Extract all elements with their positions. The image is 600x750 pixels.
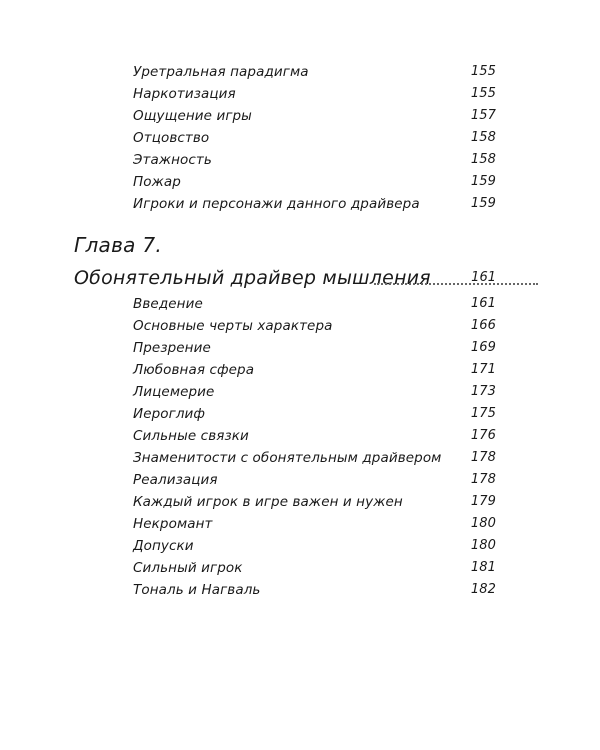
- toc-entry[interactable]: [133, 381, 496, 403]
- toc-entry[interactable]: [133, 359, 496, 381]
- toc-entry-page: 182: [470, 582, 496, 597]
- toc-entry[interactable]: [133, 127, 496, 149]
- toc-entry-page: 176: [470, 428, 496, 443]
- toc-section-chapter-7: [133, 293, 496, 601]
- toc-entry[interactable]: [133, 491, 496, 513]
- toc-entry[interactable]: [133, 171, 496, 193]
- toc-entry-title: Пожар: [133, 174, 181, 190]
- toc-entry-page: 157: [470, 108, 496, 123]
- toc-entry-page: 179: [470, 494, 496, 509]
- toc-entry-title: Отцовство: [133, 130, 210, 146]
- toc-entry[interactable]: [133, 579, 496, 601]
- toc-entry-title: Допуски: [133, 538, 194, 554]
- toc-entry[interactable]: [133, 403, 496, 425]
- toc-entry-page: 169: [470, 340, 496, 355]
- toc-entry-title: Введение: [133, 296, 203, 312]
- chapter-title: Обонятельный драйвер мышления: [74, 267, 431, 289]
- toc-entry-page: 155: [470, 86, 496, 101]
- toc-entry[interactable]: [133, 315, 496, 337]
- toc-entry-title: Сильный игрок: [133, 560, 243, 576]
- toc-entry[interactable]: [133, 61, 496, 83]
- toc-entry-page: 171: [470, 362, 496, 377]
- toc-entry[interactable]: [133, 469, 496, 491]
- toc-entry[interactable]: [133, 337, 496, 359]
- toc-entry[interactable]: [133, 105, 496, 127]
- toc-entry[interactable]: [133, 447, 496, 469]
- toc-entry-page: 181: [470, 560, 496, 575]
- toc-entry-title: Любовная сфера: [133, 362, 255, 378]
- toc-entry[interactable]: [133, 83, 496, 105]
- toc-entry-page: 173: [470, 384, 496, 399]
- toc-entry-title: Лицемерие: [133, 384, 215, 400]
- toc-entry-title: Уретральная парадигма: [133, 64, 309, 80]
- toc-entry[interactable]: [133, 293, 496, 315]
- toc-entry-page: 166: [470, 318, 496, 333]
- toc-entry[interactable]: [133, 149, 496, 171]
- chapter-page: 161: [471, 270, 496, 285]
- toc-entry[interactable]: [133, 557, 496, 579]
- toc-entry[interactable]: [133, 535, 496, 557]
- toc-entry-title: Иероглиф: [133, 406, 206, 422]
- toc-entry-title: Каждый игрок в игре важен и нужен: [133, 494, 403, 510]
- chapter-title-entry[interactable]: [74, 265, 496, 291]
- toc-entry-title: Наркотизация: [133, 86, 236, 102]
- toc-entry-title: Ощущение игры: [133, 108, 252, 124]
- toc-entry[interactable]: [133, 513, 496, 535]
- toc-entry-title: Игроки и персонажи данного драйвера: [133, 196, 420, 212]
- toc-entry-title: Реализация: [133, 472, 218, 488]
- toc-entry-page: 175: [470, 406, 496, 421]
- toc-entry-page: 155: [470, 64, 496, 79]
- toc-entry-title: Тональ и Нагваль: [133, 582, 261, 598]
- toc-entry-page: 159: [470, 196, 496, 211]
- toc-section-previous-chapter: [133, 61, 496, 215]
- chapter-label: Глава 7.: [74, 233, 163, 257]
- toc-entry-title: Знаменитости с обонятельным драйвером: [133, 450, 442, 466]
- toc-entry-title: Сильные связки: [133, 428, 249, 444]
- dot-leader: [374, 283, 538, 285]
- toc-entry-title: Презрение: [133, 340, 211, 356]
- toc-entry-page: 178: [470, 472, 496, 487]
- toc-entry-page: 178: [470, 450, 496, 465]
- toc-entry-page: 180: [470, 516, 496, 531]
- toc-entry-title: Некромант: [133, 516, 213, 532]
- toc-entry-page: 158: [470, 152, 496, 167]
- toc-entry[interactable]: [133, 425, 496, 447]
- toc-entry-title: Основные черты характера: [133, 318, 333, 334]
- toc-entry-page: 180: [470, 538, 496, 553]
- toc-entry-page: 159: [470, 174, 496, 189]
- toc-entry[interactable]: [133, 193, 496, 215]
- toc-entry-page: 158: [470, 130, 496, 145]
- toc-entry-title: Этажность: [133, 152, 212, 168]
- toc-entry-page: 161: [470, 296, 496, 311]
